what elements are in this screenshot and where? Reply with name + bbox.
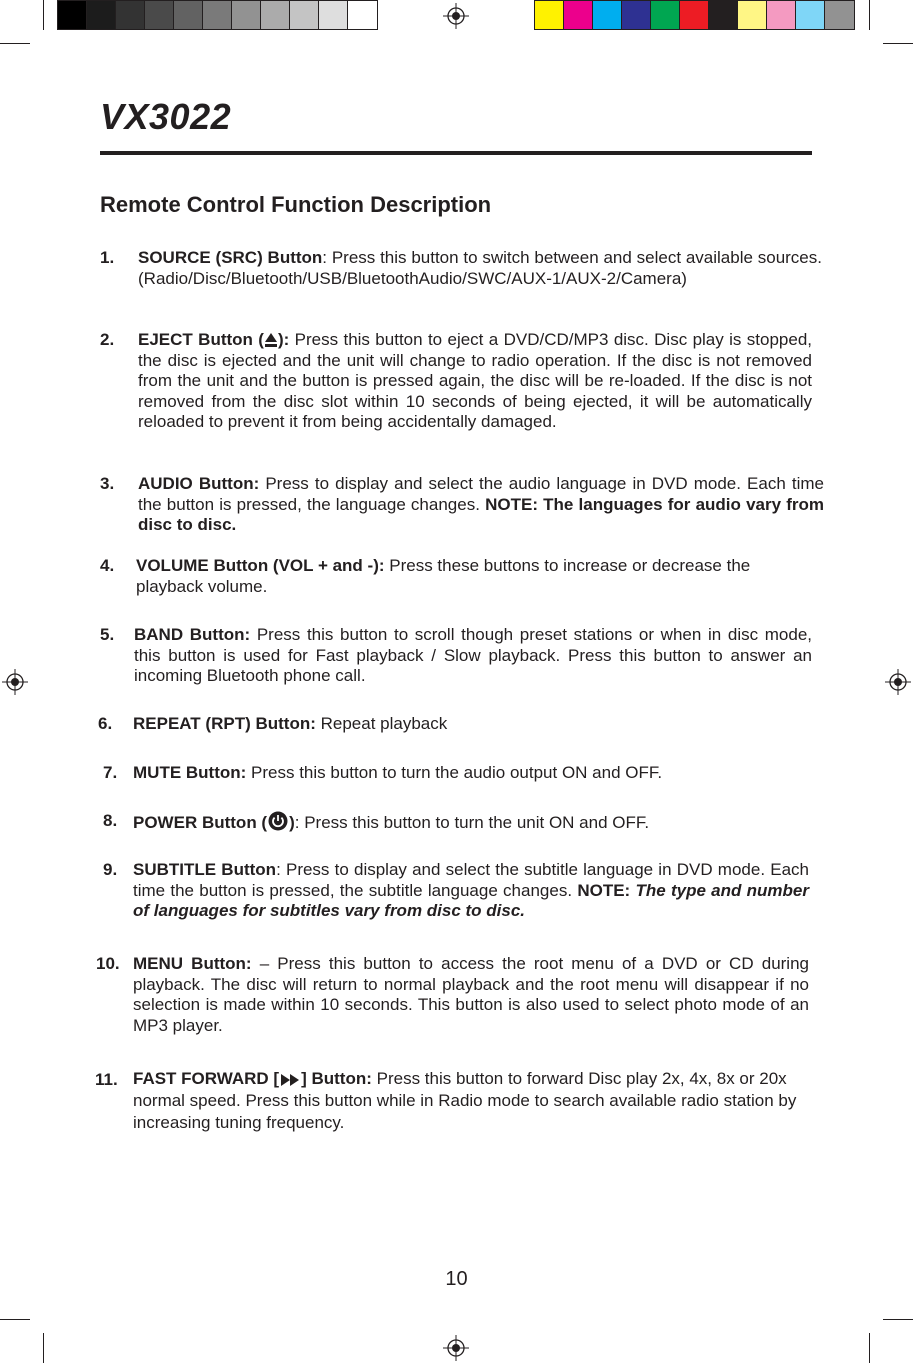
item-text: Press this button to forward Disc play 2x, 4x, 8x or 20x normal speed. Press this button while in Radio mode to search available radio station by increasing tuning frequency.: [133, 1069, 797, 1132]
item-label: REPEAT (RPT) Button:: [133, 714, 316, 733]
color-swatch: [796, 1, 825, 29]
item-body: [133, 811, 813, 834]
gray-swatch: [290, 1, 319, 29]
crop-mark: [883, 43, 913, 44]
header-divider: [100, 151, 812, 155]
item-body: [133, 763, 813, 784]
item-label-start: FAST FORWARD [: [133, 1069, 280, 1088]
color-swatch: [651, 1, 680, 29]
item-body: [138, 248, 822, 289]
color-swatch: [535, 1, 564, 29]
color-swatch: [564, 1, 593, 29]
item-text: Press this button to eject a DVD/CD/MP3 disc. Disc play is stopped, the disc is ejected and the unit will change to radio operation. If the disc is not removed from the unit and the button is pressed again, the disc will be re-loaded. If the disc is not removed from the disc slot within 10 seconds of being ejected, it will be automatically reloaded to prevent it from being accidentally damaged.: [138, 330, 812, 431]
item-text: Press this button to turn the audio output ON and OFF.: [246, 763, 663, 782]
item-text: : Press this button to switch between and select available sources. (Radio/Disc/Bluetooth/USB/BluetoothAudio/SWC/AUX-1/AUX-2/Camera): [138, 248, 822, 288]
item-number: 6.: [98, 714, 113, 733]
item-note-label: NOTE:: [577, 880, 631, 900]
color-calibration-bar: [534, 0, 855, 30]
color-swatch: [622, 1, 651, 29]
gray-swatch: [145, 1, 174, 29]
color-swatch: [738, 1, 767, 29]
item-number: 3.: [100, 474, 115, 493]
crop-mark: [43, 0, 44, 30]
item-text: – Press this button to access the root menu of a DVD or CD during playback. The disc will return to normal playback and the root menu will disappear if no selection is made within 10 seconds. This button is also used to select photo mode of an MP3 player.: [133, 954, 809, 1035]
item-number: 8.: [103, 811, 118, 830]
crop-mark: [0, 43, 30, 44]
item-number: 5.: [100, 625, 115, 644]
item-body: [136, 556, 816, 597]
item-text: : Press this button to turn the unit ON and OFF.: [294, 813, 650, 832]
item-label: AUDIO Button:: [138, 474, 260, 493]
item-label: MENU Button:: [133, 954, 252, 973]
item-text: Repeat playback: [315, 714, 448, 733]
item-number: 9.: [103, 860, 118, 879]
color-swatch: [767, 1, 796, 29]
item-label-end: ):: [277, 330, 290, 349]
page-number: 10: [445, 1268, 468, 1290]
registration-mark-icon: [885, 669, 911, 695]
item-label: SOURCE (SRC) Button: [138, 248, 323, 267]
item-body: [138, 474, 824, 536]
item-body: [133, 954, 809, 1036]
gray-swatch: [58, 1, 87, 29]
gray-swatch: [203, 1, 232, 29]
item-number: 2.: [100, 330, 115, 349]
item-label: BAND Button:: [134, 625, 251, 644]
grayscale-calibration-bar: [57, 0, 378, 30]
color-swatch: [709, 1, 738, 29]
gray-swatch: [319, 1, 348, 29]
crop-mark: [0, 1319, 30, 1320]
color-swatch: [825, 1, 854, 29]
gray-swatch: [232, 1, 261, 29]
item-label: SUBTITLE Button: [133, 860, 277, 879]
item-body: [134, 625, 812, 687]
eject-icon: [264, 332, 278, 348]
fast-forward-icon: [279, 1073, 301, 1087]
item-label-start: POWER Button (: [133, 813, 268, 832]
item-label-end: ] Button:: [301, 1069, 372, 1088]
gray-swatch: [261, 1, 290, 29]
color-swatch: [680, 1, 709, 29]
section-heading: Remote Control Function Description: [100, 192, 492, 217]
model-title: VX3022: [100, 96, 232, 137]
item-number: 4.: [100, 556, 115, 575]
item-text: Press these buttons to increase or decrease the playback volume.: [136, 556, 751, 596]
item-body: [138, 330, 812, 433]
gray-swatch: [87, 1, 116, 29]
crop-mark: [43, 1333, 44, 1363]
item-number: 1.: [100, 248, 115, 267]
item-body: [133, 860, 809, 922]
item-text: : Press to display and select the subtitle language in DVD mode. Each time the button is pressed, the subtitle language changes.: [133, 860, 809, 900]
item-text: Press this button to scroll though preset stations or when in disc mode, this button is used for Fast playback / Slow playback. Press this button to answer an incoming Bluetooth phone call.: [134, 625, 812, 685]
crop-mark: [883, 1319, 913, 1320]
item-body: [133, 1068, 813, 1134]
item-label-end: ): [289, 813, 295, 832]
item-number: 11.: [95, 1070, 118, 1089]
item-number: 10.: [96, 954, 120, 973]
item-label-start: EJECT Button (: [138, 330, 264, 349]
item-note: NOTE: The languages for audio vary from disc to disc.: [138, 494, 824, 534]
crop-mark: [869, 1333, 870, 1363]
gray-swatch: [174, 1, 203, 29]
gray-swatch: [116, 1, 145, 29]
gray-swatch: [348, 1, 377, 29]
registration-mark-icon: [2, 669, 28, 695]
item-text: Press to display and select the audio language in DVD mode. Each time the button is pressed, the language changes.: [138, 474, 824, 514]
registration-mark-icon: [443, 3, 469, 29]
item-note: The type and number of languages for subtitles vary from disc to disc.: [133, 880, 809, 920]
registration-mark-icon: [443, 1335, 469, 1361]
item-number: 7.: [103, 763, 118, 782]
crop-mark: [869, 0, 870, 30]
item-label: VOLUME Button (VOL + and -):: [136, 556, 385, 575]
power-icon: [267, 811, 289, 831]
item-label: MUTE Button:: [133, 763, 247, 782]
item-body: [133, 714, 813, 735]
color-swatch: [593, 1, 622, 29]
